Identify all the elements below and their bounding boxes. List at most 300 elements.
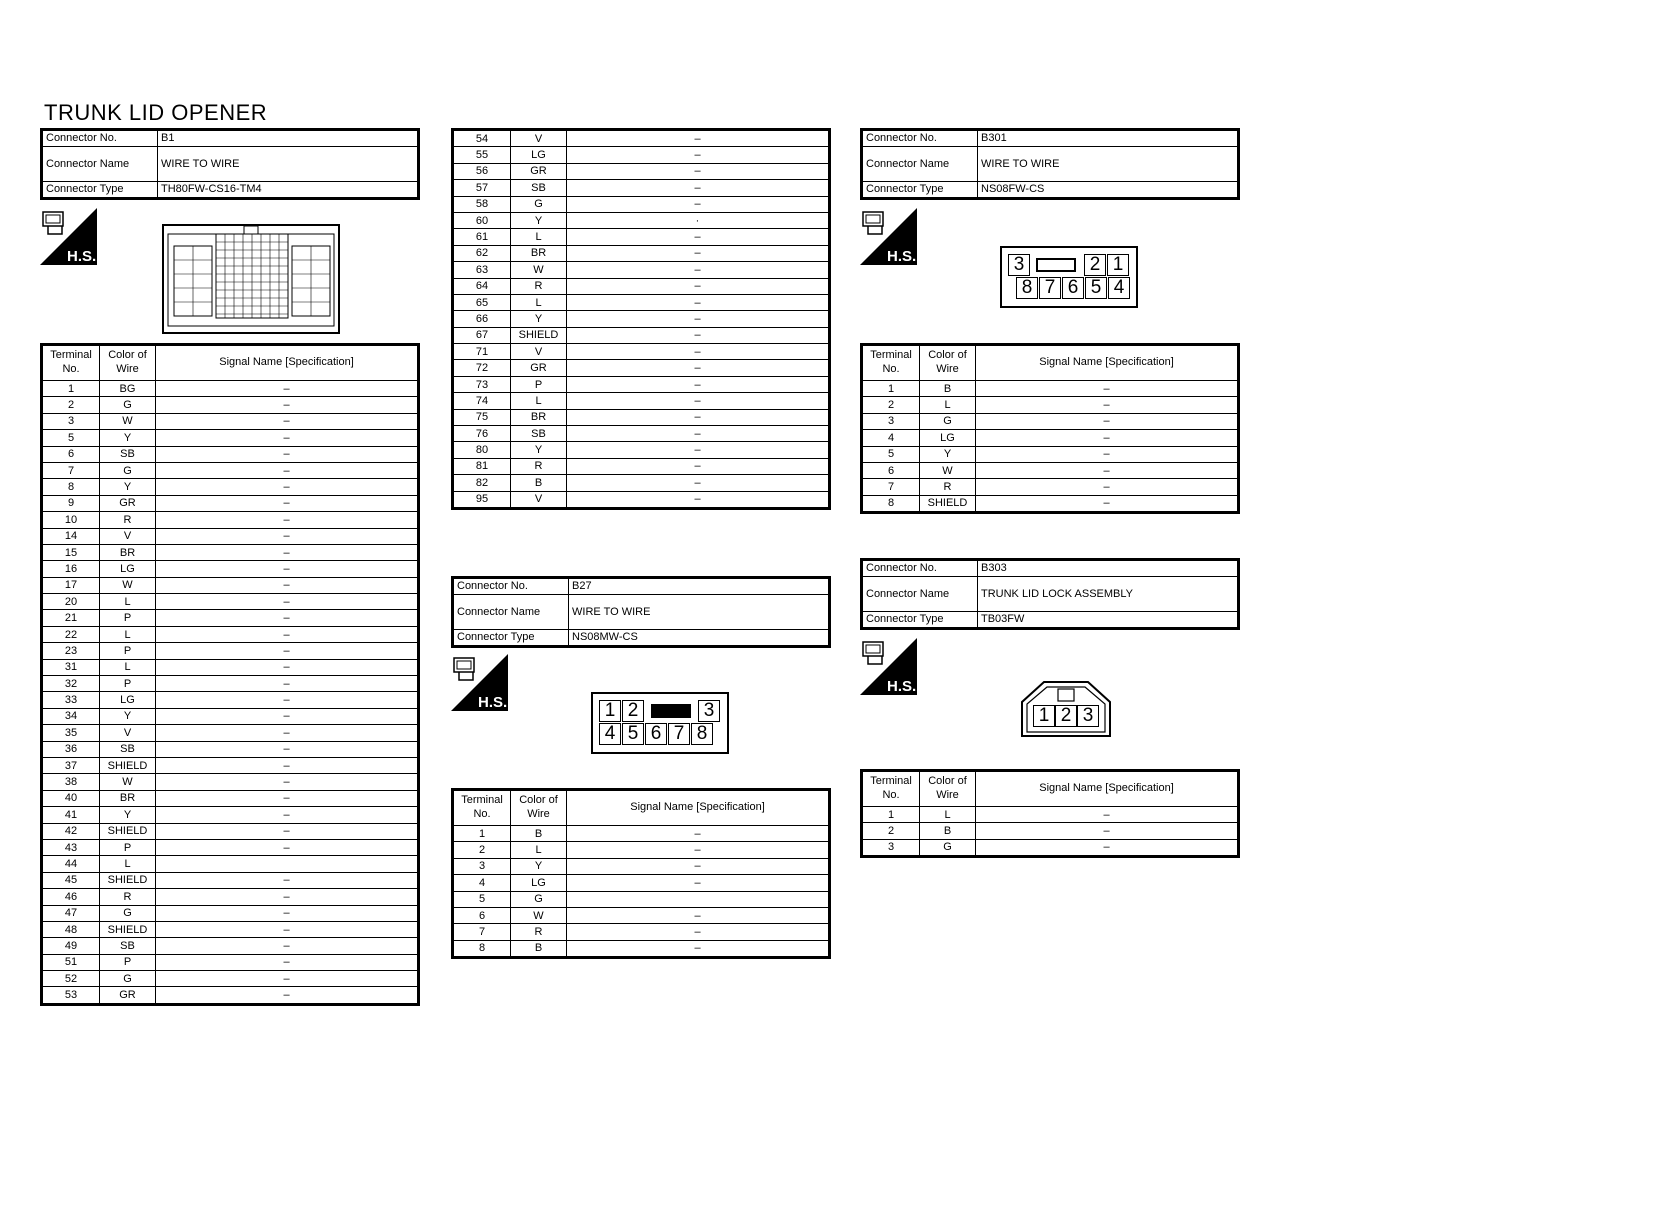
connector-name-label: Connector Name bbox=[42, 147, 158, 182]
signal-name-cell: – bbox=[156, 725, 419, 741]
hand-connector-icon bbox=[860, 638, 917, 695]
signal-name-cell: – bbox=[156, 462, 419, 478]
pin-cell: 4 bbox=[599, 723, 621, 745]
terminal-no-cell: 4 bbox=[453, 875, 511, 891]
wire-color-cell: B bbox=[920, 381, 976, 397]
terminal-no-cell: 3 bbox=[862, 413, 920, 429]
table-row bbox=[42, 692, 419, 708]
wire-color-cell: Y bbox=[100, 479, 156, 495]
b303-connector-face bbox=[1020, 680, 1112, 738]
b1-connector-face bbox=[162, 224, 340, 334]
table-row bbox=[453, 891, 830, 907]
connector-type-value: NS08MW-CS bbox=[569, 630, 830, 647]
wire-color-cell: LG bbox=[100, 561, 156, 577]
wire-color-cell: V bbox=[511, 130, 567, 147]
terminal-no-cell: 3 bbox=[42, 413, 100, 429]
wire-color-cell: P bbox=[100, 954, 156, 970]
table-row bbox=[453, 426, 830, 442]
terminal-no-cell: 74 bbox=[453, 393, 511, 409]
connector-name-value: WIRE TO WIRE bbox=[978, 147, 1239, 182]
terminal-no-cell: 10 bbox=[42, 512, 100, 528]
terminal-no-cell: 16 bbox=[42, 561, 100, 577]
wire-color-cell: V bbox=[100, 528, 156, 544]
terminal-no-cell: 73 bbox=[453, 376, 511, 392]
table-row bbox=[42, 446, 419, 462]
wire-color-cell: SHIELD bbox=[100, 823, 156, 839]
wire-color-cell: GR bbox=[100, 495, 156, 511]
signal-name-cell: – bbox=[567, 426, 830, 442]
b27-pin-table bbox=[451, 788, 831, 959]
table-row bbox=[42, 676, 419, 692]
wire-color-cell: Y bbox=[100, 807, 156, 823]
signal-name-cell: – bbox=[156, 757, 419, 773]
wire-color-cell: G bbox=[920, 839, 976, 856]
pin-cell: 4 bbox=[1108, 277, 1130, 299]
terminal-no-cell: 1 bbox=[862, 807, 920, 823]
signal-name-cell: – bbox=[156, 889, 419, 905]
signal-name-cell: – bbox=[156, 872, 419, 888]
terminal-no-cell: 55 bbox=[453, 147, 511, 163]
connector-name-value: WIRE TO WIRE bbox=[158, 147, 419, 182]
wire-color-cell: L bbox=[100, 626, 156, 642]
signal-name-cell: · bbox=[567, 212, 830, 228]
signal-name-cell: – bbox=[567, 130, 830, 147]
wire-color-cell: SHIELD bbox=[920, 495, 976, 512]
terminal-no-cell: 6 bbox=[453, 907, 511, 923]
terminal-no-cell: 47 bbox=[42, 905, 100, 921]
b303-pin-rows bbox=[862, 807, 1239, 857]
wire-color-cell: L bbox=[920, 807, 976, 823]
terminal-no-cell: 63 bbox=[453, 262, 511, 278]
signal-name-cell: – bbox=[567, 294, 830, 310]
b27-info-table bbox=[451, 576, 831, 648]
table-row bbox=[453, 262, 830, 278]
table-row bbox=[862, 479, 1239, 495]
signal-name-cell: – bbox=[976, 397, 1239, 413]
signal-name-cell: – bbox=[976, 430, 1239, 446]
pin-cell: 3 bbox=[1008, 254, 1030, 276]
hs-badge-b27 bbox=[451, 654, 508, 711]
table-row bbox=[453, 491, 830, 508]
terminal-no-cell: 58 bbox=[453, 196, 511, 212]
table-row bbox=[453, 858, 830, 874]
terminal-no-cell: 5 bbox=[453, 891, 511, 907]
terminal-no-cell: 3 bbox=[453, 858, 511, 874]
wire-color-cell: L bbox=[100, 659, 156, 675]
table-row bbox=[453, 311, 830, 327]
wire-color-cell: P bbox=[100, 839, 156, 855]
connector-name-label: Connector Name bbox=[862, 147, 978, 182]
signal-name-cell: – bbox=[156, 528, 419, 544]
wire-color-cell: BR bbox=[511, 245, 567, 261]
wire-color-cell: L bbox=[511, 294, 567, 310]
signal-name-cell: – bbox=[156, 905, 419, 921]
connector-name-label: Connector Name bbox=[453, 595, 569, 630]
svg-text:H.S.: H.S. bbox=[478, 694, 508, 711]
table-row bbox=[42, 512, 419, 528]
pin-cell: 1 bbox=[599, 700, 621, 722]
pin-cell: 5 bbox=[622, 723, 644, 745]
signal-name-cell: – bbox=[156, 708, 419, 724]
b27-connector-face bbox=[591, 692, 729, 754]
terminal-no-cell: 82 bbox=[453, 475, 511, 491]
hs-badge-b1 bbox=[40, 208, 97, 265]
wire-color-cell: SHIELD bbox=[511, 327, 567, 343]
b27-pin-rows bbox=[453, 826, 830, 958]
wire-color-cell: LG bbox=[511, 875, 567, 891]
wire-color-cell: GR bbox=[511, 360, 567, 376]
signal-name-cell: – bbox=[567, 924, 830, 940]
terminal-no-cell: 65 bbox=[453, 294, 511, 310]
signal-name-cell: – bbox=[976, 381, 1239, 397]
signal-name-cell: – bbox=[976, 479, 1239, 495]
color-of-wire-header: Color of Wire bbox=[100, 345, 156, 381]
table-row bbox=[42, 626, 419, 642]
wire-color-cell: GR bbox=[100, 987, 156, 1004]
table-row bbox=[862, 462, 1239, 478]
table-row bbox=[862, 823, 1239, 839]
terminal-no-cell: 2 bbox=[862, 397, 920, 413]
wire-color-cell: GR bbox=[511, 163, 567, 179]
page-title: TRUNK LID OPENER bbox=[44, 100, 268, 125]
wire-color-cell: Y bbox=[511, 858, 567, 874]
table-row bbox=[862, 381, 1239, 397]
signal-name-cell: – bbox=[567, 327, 830, 343]
table-row bbox=[42, 495, 419, 511]
color-of-wire-header: Color of Wire bbox=[920, 345, 976, 381]
terminal-no-cell: 33 bbox=[42, 692, 100, 708]
wire-color-cell: Y bbox=[511, 212, 567, 228]
terminal-no-cell: 7 bbox=[862, 479, 920, 495]
table-row bbox=[42, 938, 419, 954]
table-row bbox=[453, 294, 830, 310]
terminal-no-cell: 56 bbox=[453, 163, 511, 179]
signal-name-cell: – bbox=[567, 491, 830, 508]
pin-cell: 3 bbox=[698, 700, 720, 722]
terminal-no-cell: 80 bbox=[453, 442, 511, 458]
terminal-no-header: Terminal No. bbox=[862, 345, 920, 381]
table-row bbox=[42, 528, 419, 544]
hs-badge-b303 bbox=[860, 638, 917, 695]
color-of-wire-header: Color of Wire bbox=[511, 790, 567, 826]
wire-color-cell: G bbox=[920, 413, 976, 429]
table-row bbox=[42, 594, 419, 610]
connector-no-value: B303 bbox=[978, 560, 1239, 577]
b301-pin-rows bbox=[862, 381, 1239, 513]
table-row bbox=[453, 360, 830, 376]
terminal-no-cell: 71 bbox=[453, 344, 511, 360]
signal-name-cell: – bbox=[567, 858, 830, 874]
signal-name-cell: – bbox=[567, 262, 830, 278]
signal-name-cell: – bbox=[976, 462, 1239, 478]
terminal-no-cell: 51 bbox=[42, 954, 100, 970]
signal-name-header: Signal Name [Specification] bbox=[976, 771, 1239, 807]
table-row bbox=[42, 987, 419, 1004]
terminal-no-cell: 35 bbox=[42, 725, 100, 741]
table-row bbox=[42, 462, 419, 478]
table-row bbox=[453, 278, 830, 294]
table-row bbox=[42, 856, 419, 872]
pin-cell: 3 bbox=[1077, 705, 1099, 727]
terminal-no-cell: 42 bbox=[42, 823, 100, 839]
pin-cell: 7 bbox=[1039, 277, 1061, 299]
wire-color-cell: B bbox=[511, 475, 567, 491]
signal-name-cell: – bbox=[156, 544, 419, 560]
signal-name-cell: – bbox=[567, 311, 830, 327]
wire-color-cell: Y bbox=[920, 446, 976, 462]
signal-name-cell: – bbox=[156, 987, 419, 1004]
table-row bbox=[862, 495, 1239, 512]
wire-color-cell: SB bbox=[100, 938, 156, 954]
svg-text:H.S.: H.S. bbox=[67, 248, 97, 265]
wire-color-cell: L bbox=[511, 393, 567, 409]
table-row bbox=[453, 907, 830, 923]
terminal-no-cell: 8 bbox=[453, 940, 511, 957]
table-row bbox=[42, 921, 419, 937]
signal-name-cell: – bbox=[567, 842, 830, 858]
hs-badge-b301 bbox=[860, 208, 917, 265]
signal-name-cell bbox=[567, 891, 830, 907]
connector-no-label: Connector No. bbox=[42, 130, 158, 147]
terminal-no-cell: 7 bbox=[42, 462, 100, 478]
terminal-no-cell: 60 bbox=[453, 212, 511, 228]
b301-pin-table bbox=[860, 343, 1240, 514]
table-row bbox=[453, 442, 830, 458]
table-row bbox=[453, 245, 830, 261]
table-row bbox=[453, 826, 830, 842]
connector-name-value: TRUNK LID LOCK ASSEMBLY bbox=[978, 577, 1239, 612]
wire-color-cell: SHIELD bbox=[100, 872, 156, 888]
table-row bbox=[453, 409, 830, 425]
signal-name-cell: – bbox=[567, 360, 830, 376]
wire-color-cell: P bbox=[100, 643, 156, 659]
wire-color-cell: Y bbox=[511, 311, 567, 327]
table-row bbox=[42, 872, 419, 888]
wire-color-cell: W bbox=[920, 462, 976, 478]
signal-name-header: Signal Name [Specification] bbox=[567, 790, 830, 826]
wire-color-cell: SB bbox=[511, 426, 567, 442]
b303-info-table bbox=[860, 558, 1240, 630]
wire-color-cell: SHIELD bbox=[100, 757, 156, 773]
table-row bbox=[42, 889, 419, 905]
wire-color-cell: G bbox=[511, 196, 567, 212]
terminal-no-header: Terminal No. bbox=[42, 345, 100, 381]
b1-pin-table-cont bbox=[451, 128, 831, 510]
table-row bbox=[42, 577, 419, 593]
hand-connector-icon bbox=[860, 208, 917, 265]
wire-color-cell: P bbox=[100, 610, 156, 626]
wire-color-cell: G bbox=[511, 891, 567, 907]
signal-name-cell: – bbox=[156, 381, 419, 397]
signal-name-cell: – bbox=[156, 626, 419, 642]
wire-color-cell: W bbox=[100, 413, 156, 429]
terminal-no-cell: 32 bbox=[42, 676, 100, 692]
table-row bbox=[42, 561, 419, 577]
table-row bbox=[42, 725, 419, 741]
wire-color-cell: L bbox=[511, 229, 567, 245]
hand-connector-icon bbox=[451, 654, 508, 711]
pin-cell: 6 bbox=[1062, 277, 1084, 299]
table-row bbox=[453, 180, 830, 196]
table-row bbox=[453, 147, 830, 163]
signal-name-cell: – bbox=[156, 479, 419, 495]
signal-name-cell: – bbox=[976, 839, 1239, 856]
table-row bbox=[42, 905, 419, 921]
wire-color-cell: W bbox=[100, 774, 156, 790]
table-row bbox=[42, 381, 419, 397]
connector-type-value: TB03FW bbox=[978, 612, 1239, 629]
wire-color-cell: R bbox=[100, 512, 156, 528]
table-row bbox=[42, 430, 419, 446]
svg-text:H.S.: H.S. bbox=[887, 248, 917, 265]
terminal-no-cell: 57 bbox=[453, 180, 511, 196]
table-row bbox=[453, 344, 830, 360]
signal-name-cell: – bbox=[976, 823, 1239, 839]
signal-name-cell: – bbox=[156, 577, 419, 593]
table-row bbox=[42, 708, 419, 724]
terminal-no-cell: 14 bbox=[42, 528, 100, 544]
wire-color-cell: BG bbox=[100, 381, 156, 397]
signal-name-cell: – bbox=[156, 561, 419, 577]
wire-color-cell: B bbox=[511, 940, 567, 957]
signal-name-cell: – bbox=[567, 442, 830, 458]
signal-name-cell: – bbox=[567, 229, 830, 245]
color-of-wire-header: Color of Wire bbox=[920, 771, 976, 807]
terminal-no-cell: 66 bbox=[453, 311, 511, 327]
wire-color-cell: G bbox=[100, 971, 156, 987]
wire-color-cell: LG bbox=[100, 692, 156, 708]
terminal-no-cell: 1 bbox=[42, 381, 100, 397]
wire-color-cell: G bbox=[100, 397, 156, 413]
connector-type-label: Connector Type bbox=[453, 630, 569, 647]
table-row bbox=[42, 823, 419, 839]
signal-name-cell: – bbox=[567, 875, 830, 891]
wire-color-cell: G bbox=[100, 905, 156, 921]
table-row bbox=[42, 790, 419, 806]
terminal-no-cell: 54 bbox=[453, 130, 511, 147]
table-row bbox=[453, 163, 830, 179]
signal-name-cell: – bbox=[156, 446, 419, 462]
wire-color-cell: L bbox=[100, 856, 156, 872]
wire-color-cell: R bbox=[920, 479, 976, 495]
terminal-no-cell: 8 bbox=[862, 495, 920, 512]
connector-no-value: B27 bbox=[569, 578, 830, 595]
terminal-no-header: Terminal No. bbox=[862, 771, 920, 807]
table-row bbox=[862, 807, 1239, 823]
terminal-no-cell: 53 bbox=[42, 987, 100, 1004]
signal-name-cell: – bbox=[156, 413, 419, 429]
table-row bbox=[453, 458, 830, 474]
signal-name-cell: – bbox=[567, 393, 830, 409]
terminal-no-cell: 48 bbox=[42, 921, 100, 937]
table-row bbox=[862, 446, 1239, 462]
terminal-no-cell: 23 bbox=[42, 643, 100, 659]
table-row bbox=[453, 229, 830, 245]
table-row bbox=[453, 196, 830, 212]
b1-info-table bbox=[40, 128, 420, 200]
wire-color-cell: Y bbox=[511, 442, 567, 458]
table-row bbox=[42, 807, 419, 823]
signal-name-cell: – bbox=[156, 495, 419, 511]
wire-color-cell: R bbox=[511, 924, 567, 940]
b1-pin-rows bbox=[42, 381, 419, 1005]
signal-name-cell: – bbox=[156, 921, 419, 937]
pin-cell: 7 bbox=[668, 723, 690, 745]
pin-cell: 1 bbox=[1107, 254, 1129, 276]
signal-name-cell: – bbox=[567, 458, 830, 474]
terminal-no-cell: 44 bbox=[42, 856, 100, 872]
signal-name-header: Signal Name [Specification] bbox=[156, 345, 419, 381]
signal-name-cell: – bbox=[567, 278, 830, 294]
connector-type-value: NS08FW-CS bbox=[978, 182, 1239, 199]
signal-name-cell: – bbox=[156, 938, 419, 954]
signal-name-cell: – bbox=[156, 512, 419, 528]
pin-cell: 2 bbox=[1084, 254, 1106, 276]
table-row bbox=[453, 130, 830, 147]
terminal-no-cell: 6 bbox=[42, 446, 100, 462]
wire-color-cell: V bbox=[511, 344, 567, 360]
table-row bbox=[42, 479, 419, 495]
signal-name-cell: – bbox=[156, 397, 419, 413]
signal-name-cell: – bbox=[156, 610, 419, 626]
table-row bbox=[453, 924, 830, 940]
table-row bbox=[453, 376, 830, 392]
signal-name-cell: – bbox=[567, 376, 830, 392]
pin-cell: 2 bbox=[1055, 705, 1077, 727]
table-row bbox=[453, 393, 830, 409]
terminal-no-cell: 34 bbox=[42, 708, 100, 724]
wire-color-cell: W bbox=[511, 262, 567, 278]
wire-color-cell: R bbox=[100, 889, 156, 905]
wire-color-cell: W bbox=[511, 907, 567, 923]
signal-name-cell: – bbox=[567, 907, 830, 923]
b1-pin-rows-cont bbox=[453, 130, 830, 509]
terminal-no-cell: 37 bbox=[42, 757, 100, 773]
b1-pin-grid bbox=[164, 226, 338, 332]
pin-cell: 1 bbox=[1033, 705, 1055, 727]
table-row bbox=[862, 430, 1239, 446]
terminal-no-cell: 43 bbox=[42, 839, 100, 855]
signal-name-cell: – bbox=[976, 413, 1239, 429]
table-row bbox=[42, 643, 419, 659]
signal-name-cell: – bbox=[156, 659, 419, 675]
wire-color-cell: B bbox=[920, 823, 976, 839]
signal-name-cell: – bbox=[567, 245, 830, 261]
terminal-no-cell: 67 bbox=[453, 327, 511, 343]
terminal-no-cell: 49 bbox=[42, 938, 100, 954]
signal-name-cell: – bbox=[156, 790, 419, 806]
hand-connector-icon bbox=[40, 208, 97, 265]
terminal-no-cell: 61 bbox=[453, 229, 511, 245]
wire-color-cell: Y bbox=[100, 430, 156, 446]
wire-color-cell: P bbox=[511, 376, 567, 392]
connector-type-value: TH80FW-CS16-TM4 bbox=[158, 182, 419, 199]
table-row bbox=[453, 475, 830, 491]
terminal-no-cell: 9 bbox=[42, 495, 100, 511]
table-row bbox=[42, 397, 419, 413]
wire-color-cell: SB bbox=[511, 180, 567, 196]
signal-name-cell bbox=[156, 856, 419, 872]
b301-info-table bbox=[860, 128, 1240, 200]
signal-name-cell: – bbox=[976, 495, 1239, 512]
terminal-no-cell: 46 bbox=[42, 889, 100, 905]
signal-name-cell: – bbox=[976, 446, 1239, 462]
wire-color-cell: V bbox=[511, 491, 567, 508]
terminal-no-cell: 6 bbox=[862, 462, 920, 478]
table-row bbox=[453, 940, 830, 957]
table-row bbox=[42, 659, 419, 675]
terminal-no-cell: 64 bbox=[453, 278, 511, 294]
